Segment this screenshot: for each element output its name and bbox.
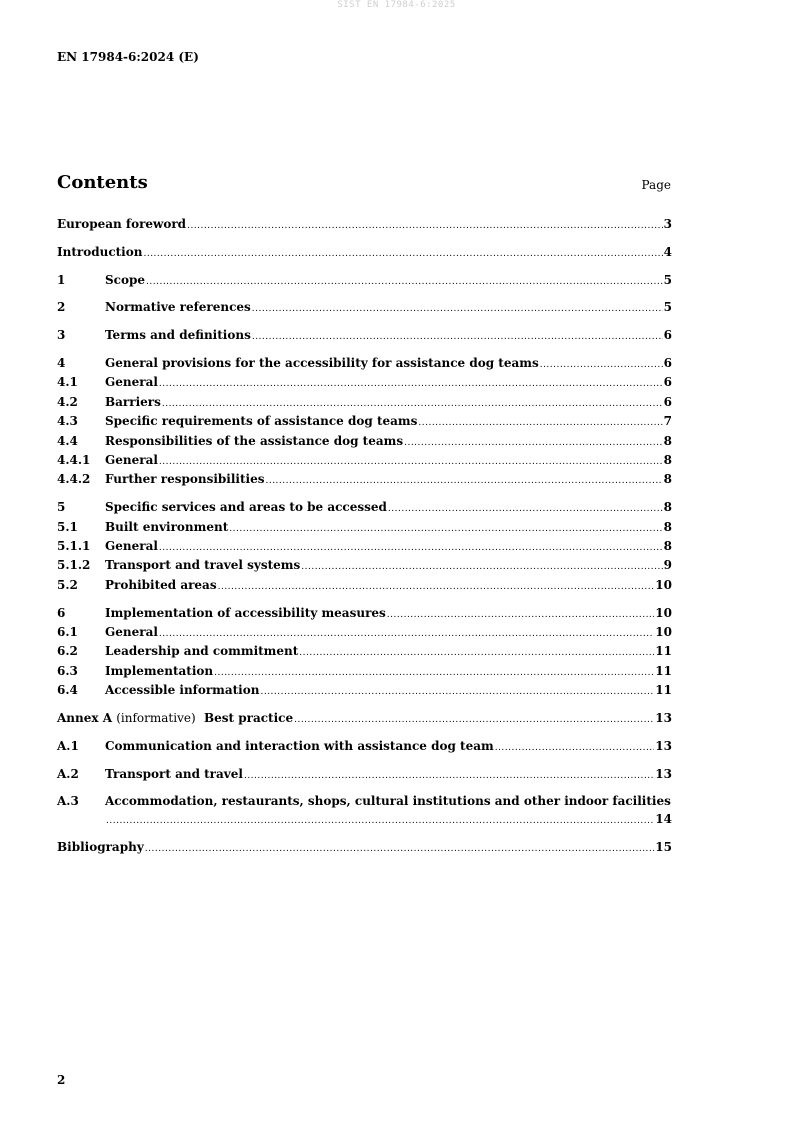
- toc-page: 6: [663, 375, 672, 390]
- toc-title: Bibliography: [57, 839, 144, 854]
- toc-title: Scope: [105, 272, 146, 287]
- toc-title: Specific services and areas to be accessed: [105, 500, 387, 515]
- toc-entry-1[interactable]: [57, 272, 672, 291]
- toc-number: 5.1: [57, 519, 78, 534]
- toc-title: Communication and interaction with assistance dog team: [105, 738, 494, 753]
- toc-number: 6.3: [57, 663, 78, 678]
- toc-title: Further responsibilities: [105, 472, 265, 487]
- toc-number: 4.3: [57, 414, 78, 429]
- toc-page: 15: [655, 839, 672, 854]
- toc-number: 4.1: [57, 375, 78, 390]
- toc-entry-bibliography[interactable]: [57, 839, 672, 858]
- toc-entry-6[interactable]: [57, 605, 672, 624]
- toc-page: 8: [663, 500, 672, 515]
- toc-number: 4.2: [57, 394, 78, 409]
- toc-page: 6: [663, 394, 672, 409]
- toc-entry-4-3[interactable]: [57, 413, 672, 432]
- toc-entry-5-1-1[interactable]: [57, 538, 672, 557]
- toc-page: 8: [663, 453, 672, 468]
- toc-title: Responsibilities of the assistance dog teams: [105, 433, 404, 448]
- toc-number: 5.1.2: [57, 558, 91, 573]
- toc-entry-5-1-2[interactable]: [57, 557, 672, 576]
- toc-page: 3: [663, 217, 672, 231]
- toc-page: 6: [663, 355, 672, 370]
- page-column-label: Page: [641, 178, 671, 192]
- toc-number: 1: [57, 272, 66, 287]
- contents-title: Contents: [57, 172, 148, 193]
- toc-page: 8: [663, 519, 672, 534]
- toc-page: 13: [655, 711, 672, 726]
- toc-page: 6: [663, 328, 672, 343]
- toc-number: 4.4: [57, 433, 78, 448]
- toc-title: Leadership and commitment: [105, 644, 299, 659]
- toc-page: 8: [663, 433, 672, 448]
- toc-title: Normative references: [105, 300, 251, 315]
- toc-page: 5: [663, 272, 672, 287]
- toc-page: 13: [655, 738, 672, 753]
- toc-page: 14: [655, 811, 672, 826]
- table-of-contents: [57, 216, 672, 858]
- toc-title: Introduction: [57, 244, 143, 259]
- toc-entry-4-4[interactable]: [57, 433, 672, 452]
- toc-page: 5: [663, 300, 672, 315]
- toc-entry-3[interactable]: [57, 327, 672, 346]
- toc-title: General: [105, 539, 158, 554]
- toc-entry-annex-a[interactable]: [57, 710, 672, 729]
- annex-label: Annex A: [57, 711, 113, 726]
- toc-entry-5[interactable]: [57, 499, 672, 518]
- toc-number: 5.2: [57, 577, 78, 592]
- toc-title: General provisions for the accessibility for assistance dog teams: [105, 355, 539, 370]
- toc-entry-6-2[interactable]: [57, 643, 672, 662]
- page-number: 2: [57, 1073, 66, 1087]
- toc-number: 6.1: [57, 625, 78, 640]
- toc-page: 8: [663, 539, 672, 554]
- toc-title: Transport and travel: [105, 766, 243, 781]
- toc-number: 5.1.1: [57, 539, 91, 554]
- toc-entry-a-2[interactable]: [57, 766, 672, 785]
- toc-entry-6-3[interactable]: [57, 663, 672, 682]
- toc-entry-introduction[interactable]: [57, 244, 672, 263]
- toc-entry-6-1[interactable]: [57, 624, 672, 643]
- toc-number: 6.4: [57, 683, 78, 698]
- toc-entry-4-1[interactable]: [57, 374, 672, 393]
- toc-title: Barriers: [105, 394, 161, 409]
- toc-entry-a-3[interactable]: [57, 793, 672, 830]
- toc-page: 9: [663, 558, 672, 573]
- toc-page: 4: [663, 244, 672, 259]
- toc-title: General: [105, 453, 158, 468]
- toc-title: General: [105, 625, 158, 640]
- toc-entry-4-4-1[interactable]: [57, 452, 672, 471]
- toc-title: Accessible information: [105, 683, 260, 698]
- toc-page: 8: [663, 472, 672, 487]
- toc-number: 6: [57, 605, 66, 620]
- toc-entry-2[interactable]: [57, 299, 672, 318]
- toc-title: Transport and travel systems: [105, 558, 301, 573]
- toc-title: Built environment: [105, 519, 229, 534]
- toc-entry-4-2[interactable]: [57, 394, 672, 413]
- toc-title: General: [105, 375, 158, 390]
- toc-entry-5-2[interactable]: [57, 577, 672, 596]
- toc-title: Terms and definitions: [105, 328, 251, 343]
- toc-number: 2: [57, 300, 66, 315]
- toc-title: Accommodation, restaurants, shops, cultural institutions and other indoor facilities: [105, 794, 671, 809]
- toc-title: Specific requirements of assistance dog teams: [105, 414, 418, 429]
- toc-number: 4: [57, 355, 66, 370]
- annex-title: Best practice: [204, 711, 294, 726]
- toc-number: 3: [57, 328, 66, 343]
- toc-title: Implementation: [105, 663, 214, 678]
- toc-page: 7: [663, 414, 672, 429]
- toc-number: 4.4.1: [57, 453, 91, 468]
- toc-number: A.1: [57, 738, 79, 753]
- toc-page: 13: [655, 766, 672, 781]
- toc-number: 6.2: [57, 644, 78, 659]
- toc-title: Implementation of accessibility measures: [105, 605, 386, 620]
- toc-number: A.3: [57, 794, 79, 809]
- toc-entry-6-4[interactable]: [57, 682, 672, 701]
- toc-entry-5-1[interactable]: [57, 519, 672, 538]
- toc-entry-european-foreword[interactable]: [57, 216, 672, 235]
- toc-entry-4-4-2[interactable]: [57, 471, 672, 490]
- toc-page: 11: [655, 663, 672, 678]
- toc-title: Prohibited areas: [105, 577, 217, 592]
- toc-page: 11: [655, 644, 672, 659]
- toc-number: A.2: [57, 766, 79, 781]
- toc-page: 10: [655, 625, 672, 640]
- toc-number: 4.4.2: [57, 472, 91, 487]
- toc-page: 11: [655, 683, 672, 698]
- watermark: SIST EN 17984-6:2025: [337, 0, 456, 10]
- toc-number: 5: [57, 500, 66, 515]
- toc-page: 10: [655, 577, 672, 592]
- toc-entry-a-1[interactable]: [57, 738, 672, 757]
- toc-entry-4[interactable]: [57, 355, 672, 374]
- document-header: EN 17984-6:2024 (E): [57, 50, 199, 64]
- toc-title: European foreword: [57, 217, 187, 231]
- toc-page: 10: [655, 605, 672, 620]
- annex-type: (informative): [116, 711, 196, 726]
